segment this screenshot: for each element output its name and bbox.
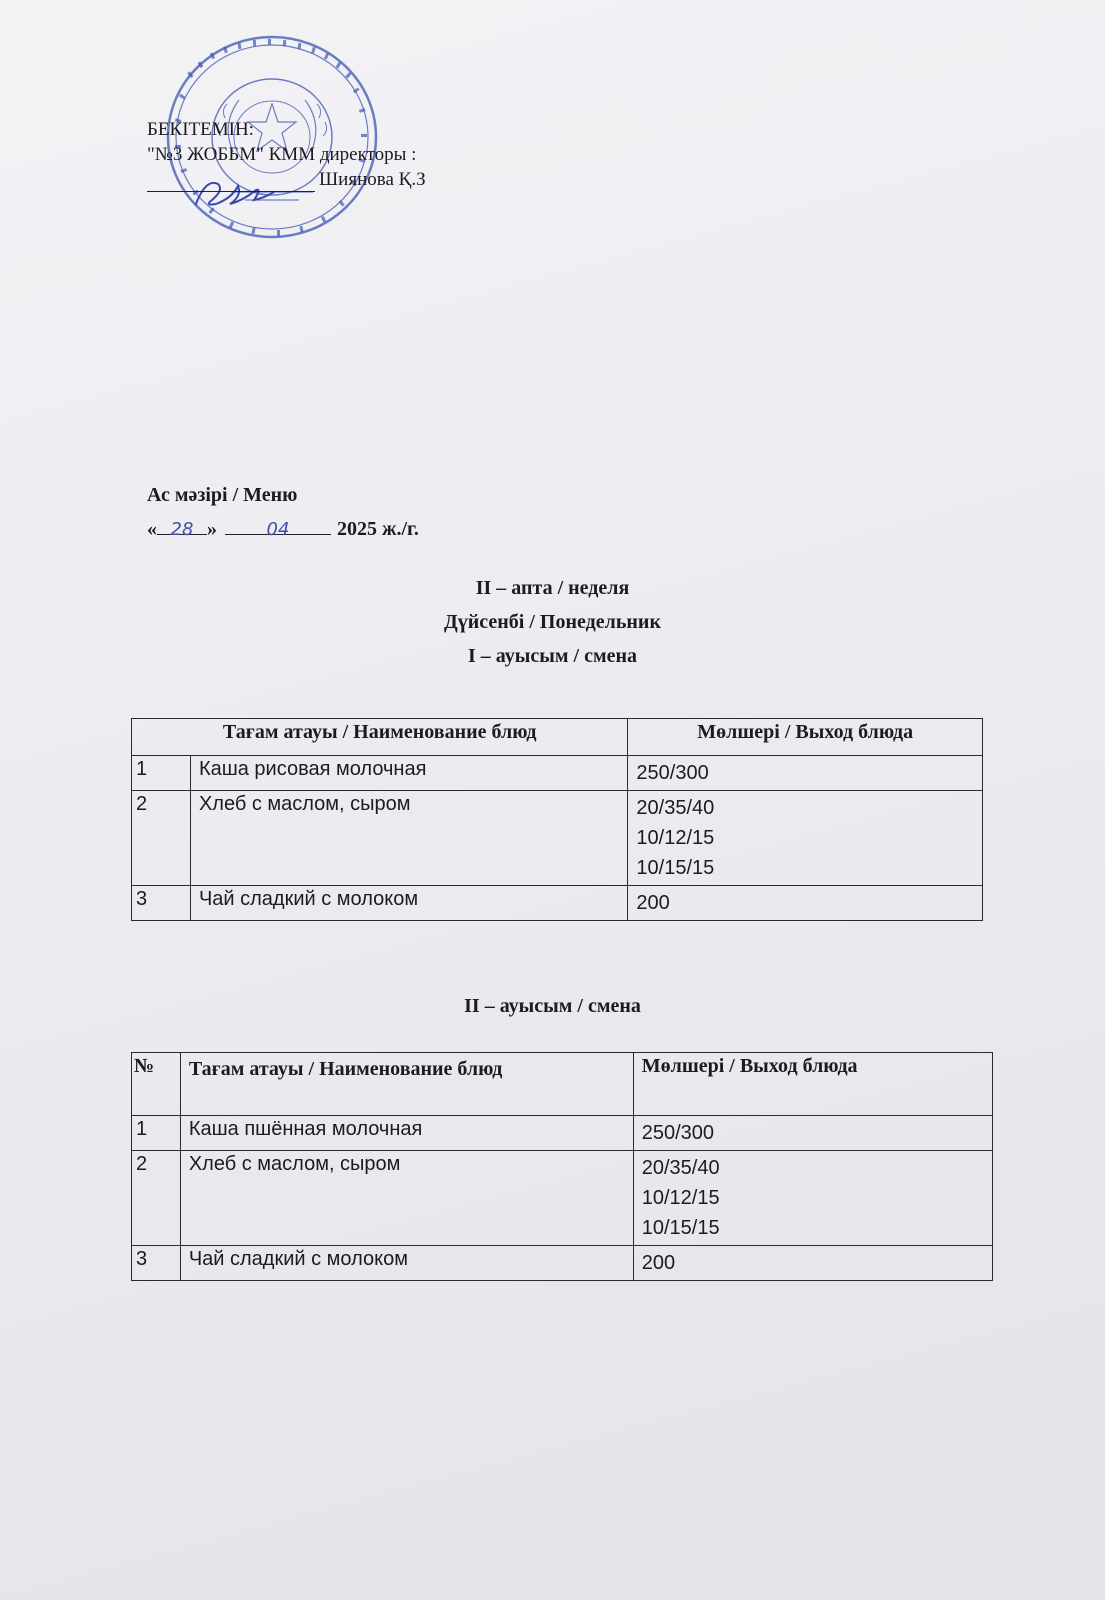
amount-value: 200 (641, 1252, 676, 1274)
amount-value: 20/35/40 (636, 797, 715, 819)
table-row (132, 1116, 993, 1151)
row-number: 2 (132, 1151, 181, 1246)
week-title: ІІ – апта / неделя (475, 577, 630, 599)
shift1-menu-table (131, 718, 983, 921)
row-number: 2 (132, 791, 191, 886)
row-number: 1 (132, 756, 191, 791)
dish-amount (633, 1246, 992, 1281)
shift2-title: ІІ – ауысым / смена (464, 995, 641, 1017)
dish-name: Каша пшённая молочная (180, 1116, 633, 1151)
row-number: 3 (132, 1246, 181, 1281)
amount-value: 10/15/15 (636, 857, 715, 879)
date-year: 2025 ж./г. (337, 518, 419, 540)
approval-block (147, 117, 426, 192)
date-month-field (225, 512, 331, 540)
row-number: 3 (132, 886, 191, 921)
col-header-number: № (132, 1053, 181, 1116)
director-name: Шиянова Қ.З (319, 169, 426, 190)
dish-amount (633, 1151, 992, 1246)
amount-value: 20/35/40 (641, 1157, 720, 1179)
dish-name: Чай сладкий с молоком (190, 886, 627, 921)
menu-date (147, 512, 419, 546)
date-day: 28 (170, 519, 194, 540)
table-header-row (132, 1053, 993, 1116)
amount-value: 250/300 (641, 1122, 715, 1144)
table-header-row (132, 719, 983, 756)
dish-name: Хлеб с маслом, сыром (190, 791, 627, 886)
amount-value: 10/12/15 (641, 1187, 720, 1209)
signature-underline (147, 173, 315, 192)
dish-amount (628, 886, 983, 921)
weekday-title: Дүйсенбі / Понедельник (444, 611, 661, 633)
amount-value: 10/12/15 (636, 827, 715, 849)
shift2-menu-table (131, 1052, 993, 1281)
table-row (132, 756, 983, 791)
table-row (132, 1151, 993, 1246)
col-header-name: Тағам атауы / Наименование блюд (132, 719, 628, 756)
dish-name: Чай сладкий с молоком (180, 1246, 633, 1281)
amount-value: 10/15/15 (641, 1217, 720, 1239)
amount-value: 200 (636, 892, 670, 914)
col-header-amount: Мөлшері / Выход блюда (633, 1053, 992, 1116)
table-row (132, 886, 983, 921)
shift1-title: І – ауысым / смена (468, 645, 637, 667)
table-row (132, 1246, 993, 1281)
dish-amount (628, 756, 983, 791)
menu-header (147, 478, 419, 546)
date-month: 04 (266, 519, 290, 540)
director-signature-line (147, 167, 426, 192)
dish-name: Каша рисовая молочная (190, 756, 627, 791)
amount-value: 250/300 (636, 762, 709, 784)
approval-title: БЕКІТЕМІН: (147, 119, 254, 140)
row-number: 1 (132, 1116, 181, 1151)
date-day-field (157, 512, 207, 540)
col-header-name: Тағам атауы / Наименование блюд (180, 1053, 633, 1116)
menu-title: Ас мәзірі / Меню (147, 484, 298, 506)
dish-amount (628, 791, 983, 886)
table-row (132, 791, 983, 886)
dish-amount (633, 1116, 992, 1151)
date-close-quote: » (207, 518, 217, 540)
col-header-amount: Мөлшері / Выход блюда (628, 719, 983, 756)
school-director-line: "№3 ЖОББМ" КММ директоры : (147, 144, 417, 165)
dish-name: Хлеб с маслом, сыром (180, 1151, 633, 1246)
date-open-quote: « (147, 518, 157, 540)
